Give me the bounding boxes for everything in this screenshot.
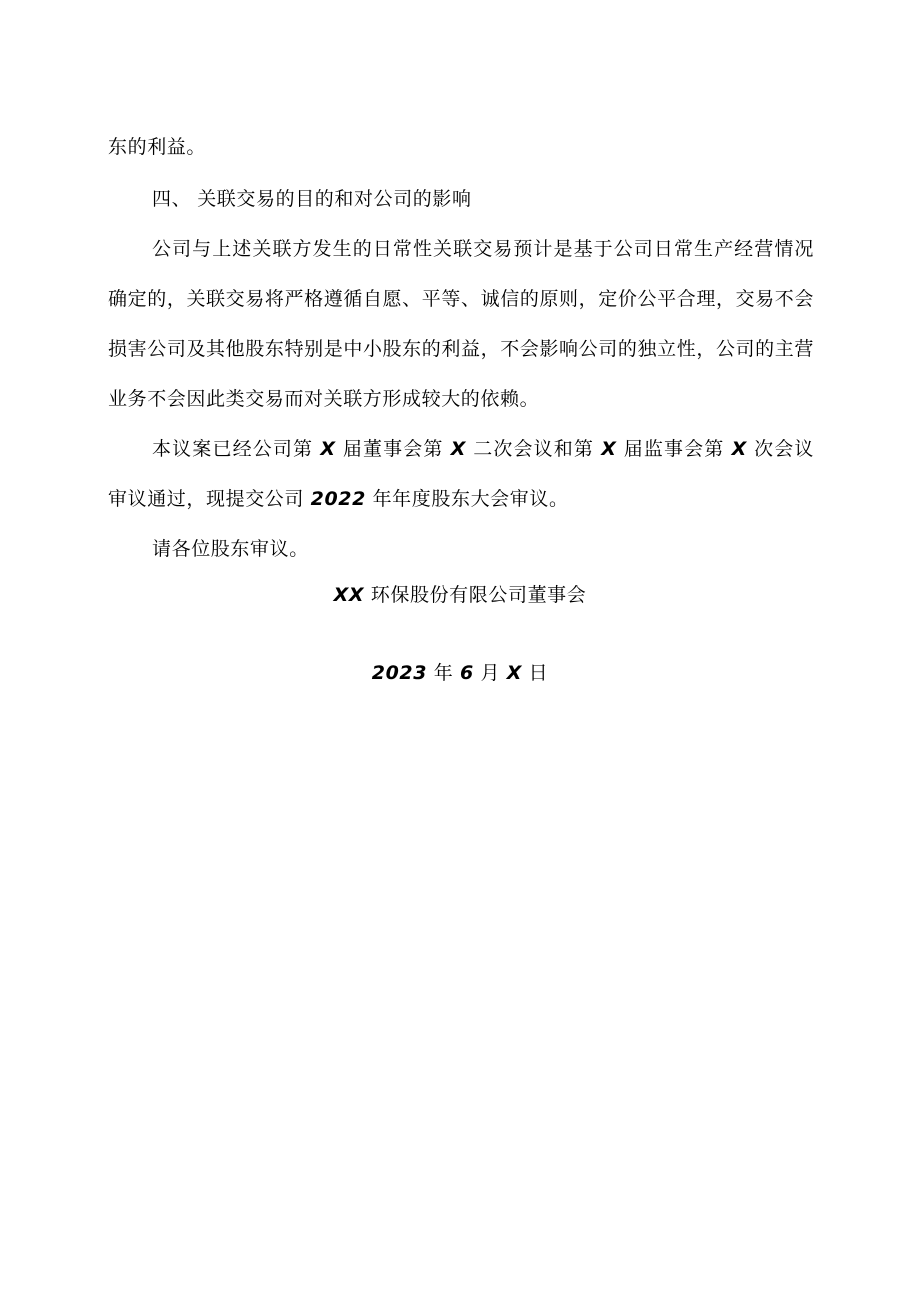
approval-part-6: 年年度股东大会审议。 bbox=[372, 488, 569, 510]
date-month-unit: 月 bbox=[480, 662, 501, 684]
date-day-unit: 日 bbox=[528, 662, 549, 684]
continuation-text: 东的利益。 bbox=[108, 136, 207, 158]
paragraph-impact: 公司与上述关联方发生的日常性关联交易预计是基于公司日常生产经营情况确定的，关联交易将严格遵循自愿、平等、诚信的原则，定价公平合理，交易不会损害公司及其他股东特别是中小股东的利益，不会影响公司的独立性，公司的主营业务不会因此类交易而对关联方形成较大的依赖。 bbox=[108, 238, 814, 410]
section-heading bbox=[108, 174, 814, 224]
paragraph-approval bbox=[108, 424, 814, 524]
approval-x-3: X bbox=[601, 438, 617, 460]
date-year-unit: 年 bbox=[433, 662, 454, 684]
date-month: 6 bbox=[459, 662, 474, 684]
approval-part-3: 二次会议和第 bbox=[473, 438, 595, 460]
approval-x-1: X bbox=[320, 438, 336, 460]
approval-year: 2022 bbox=[310, 488, 366, 510]
section-title: 关联交易的目的和对公司的影响 bbox=[197, 188, 472, 210]
document-body bbox=[108, 122, 814, 574]
signature-date bbox=[0, 658, 920, 685]
signature-org-name: 环保股份有限公司董事会 bbox=[370, 584, 587, 606]
approval-x-4: X bbox=[731, 438, 747, 460]
signature-org-prefix: XX bbox=[333, 584, 365, 606]
approval-part-1: 本议案已经公司第 bbox=[152, 438, 314, 460]
approval-x-2: X bbox=[450, 438, 466, 460]
paragraph-request: 请各位股东审议。 bbox=[152, 538, 309, 560]
date-year: 2023 bbox=[371, 662, 428, 684]
approval-part-2: 届董事会第 bbox=[342, 438, 444, 460]
approval-part-5: 次会议审议通过，现提交公司 bbox=[108, 438, 814, 510]
date-day: X bbox=[506, 662, 522, 684]
section-number: 四、 bbox=[152, 188, 192, 210]
signature-organization bbox=[0, 580, 920, 607]
approval-part-4: 届监事会第 bbox=[623, 438, 725, 460]
